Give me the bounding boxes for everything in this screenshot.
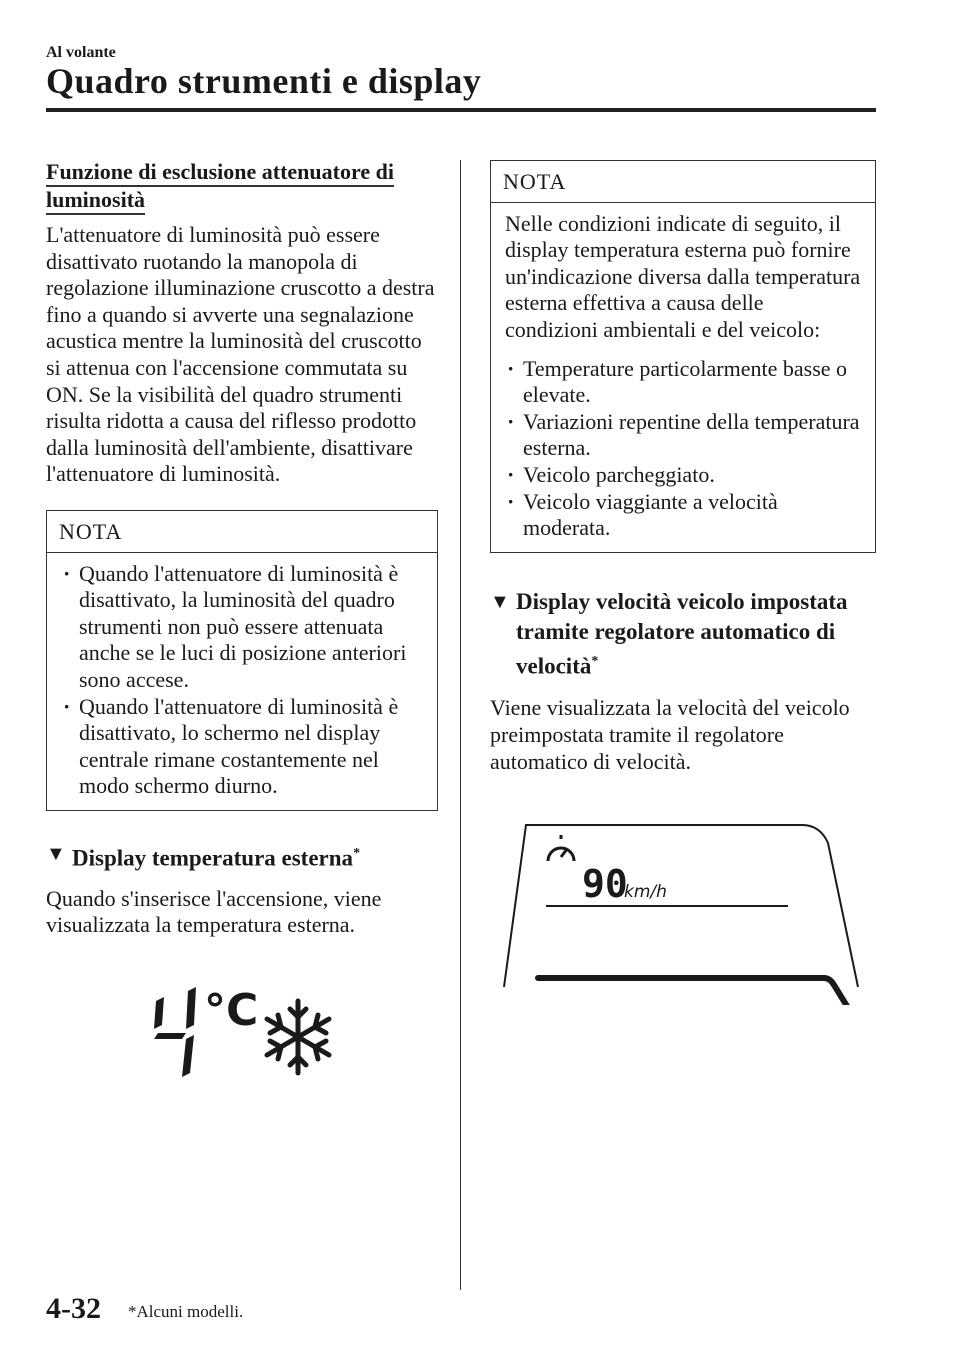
list-item [505, 409, 861, 462]
bullet: · [507, 408, 515, 434]
triangle-marker-icon: ▼ [46, 842, 66, 865]
list-item [505, 489, 861, 542]
note-item-text: Temperature particolarmente basse o elevate. [523, 355, 848, 408]
temperature-paragraph: Quando s'inserisce l'accensione, viene visualizzata la temperatura esterna. [46, 885, 382, 938]
triangle-marker-icon: ▼ [490, 590, 510, 613]
chapter-label: Al volante [46, 44, 116, 61]
note-item-text: Quando l'attenuatore di luminosità è disattivato, la luminosità del quadro strumenti non può essere attenuata anche se le luci di posizione anteriori sono accese. [79, 560, 407, 692]
note-list [61, 561, 423, 800]
speed-value: 90 [582, 862, 628, 907]
note-box-dimmer [46, 510, 438, 811]
bullet: · [507, 461, 515, 487]
note-title: NOTA [491, 161, 875, 203]
note-intro: Nelle condizioni indicate di seguito, il display temperatura esterna può fornire un'indicazione diversa dalla temperatura esterna effettiva a causa delle condizioni ambientali e del veicolo: [505, 210, 861, 342]
page-number: 4-32 [46, 1292, 101, 1325]
note-item-text: Veicolo viaggiante a velocità moderata. [523, 488, 778, 541]
footnote-mark: * [353, 845, 361, 861]
section-heading-cruise [490, 587, 876, 682]
list-item [505, 356, 861, 409]
bullet: · [507, 355, 515, 381]
note-title: NOTA [47, 511, 437, 553]
left-column [46, 158, 438, 1093]
bullet: · [507, 488, 515, 514]
list-item [61, 694, 423, 800]
speed-display-figure [490, 795, 876, 1005]
note-item-text: Quando l'attenuatore di luminosità è disattivato, lo schermo nel display centrale rimane costantemente nel modo schermo diurno. [79, 693, 399, 799]
note-box-temperature [490, 160, 876, 553]
bullet: · [63, 693, 71, 719]
note-item-text: Variazioni repentine della temperatura esterna. [523, 408, 860, 461]
cruise-paragraph: Viene visualizzata la velocità del veicolo preimpostata tramite il regolatore automatico di velocità. [490, 695, 850, 774]
lower-bar [538, 978, 850, 1005]
section-heading-temperature [46, 839, 438, 874]
list-item [505, 462, 861, 489]
section-heading-text: Display velocità veicolo impostata tramite regolatore automatico di velocità [516, 588, 848, 679]
speed-unit: km/h [624, 882, 667, 903]
note-item-text: Veicolo parcheggiato. [523, 461, 715, 487]
section-heading-text: Display temperatura esterna [72, 845, 354, 871]
temp-unit: °C [204, 984, 259, 1036]
temperature-display-figure [46, 973, 438, 1093]
cruise-control-icon [548, 835, 574, 861]
page-title: Quadro strumenti e display [46, 61, 482, 101]
dimmer-paragraph: L'attenuatore di luminosità può essere disattivato ruotando la manopola di regolazione illuminazione cruscotto a destra fino a quando si avverte una segnalazione acustica mentre la luminosità del cruscotto si attenua con l'accensione commutata su ON. Se la visibilità del quadro strumenti risulta ridotta a causa del riflesso prodotto dalla luminosità dell'ambiente, disattivare l'attenuatore di luminosità. [46, 222, 435, 487]
column-divider [460, 160, 461, 1290]
temp-digit-four [154, 987, 196, 1077]
list-item [61, 561, 423, 694]
note-body [491, 203, 875, 552]
footnote: *Alcuni modelli. [128, 1302, 244, 1321]
dimmer-subheading: Funzione di esclusione attenuatore di luminosità [46, 159, 394, 215]
note-list [505, 356, 861, 542]
snowflake-icon [267, 1001, 329, 1073]
subheading-wrap [46, 158, 438, 214]
note-body [47, 553, 437, 810]
right-column [490, 160, 876, 1005]
footnote-mark: * [591, 653, 599, 669]
bullet: · [63, 560, 71, 586]
title-rule [46, 108, 876, 112]
